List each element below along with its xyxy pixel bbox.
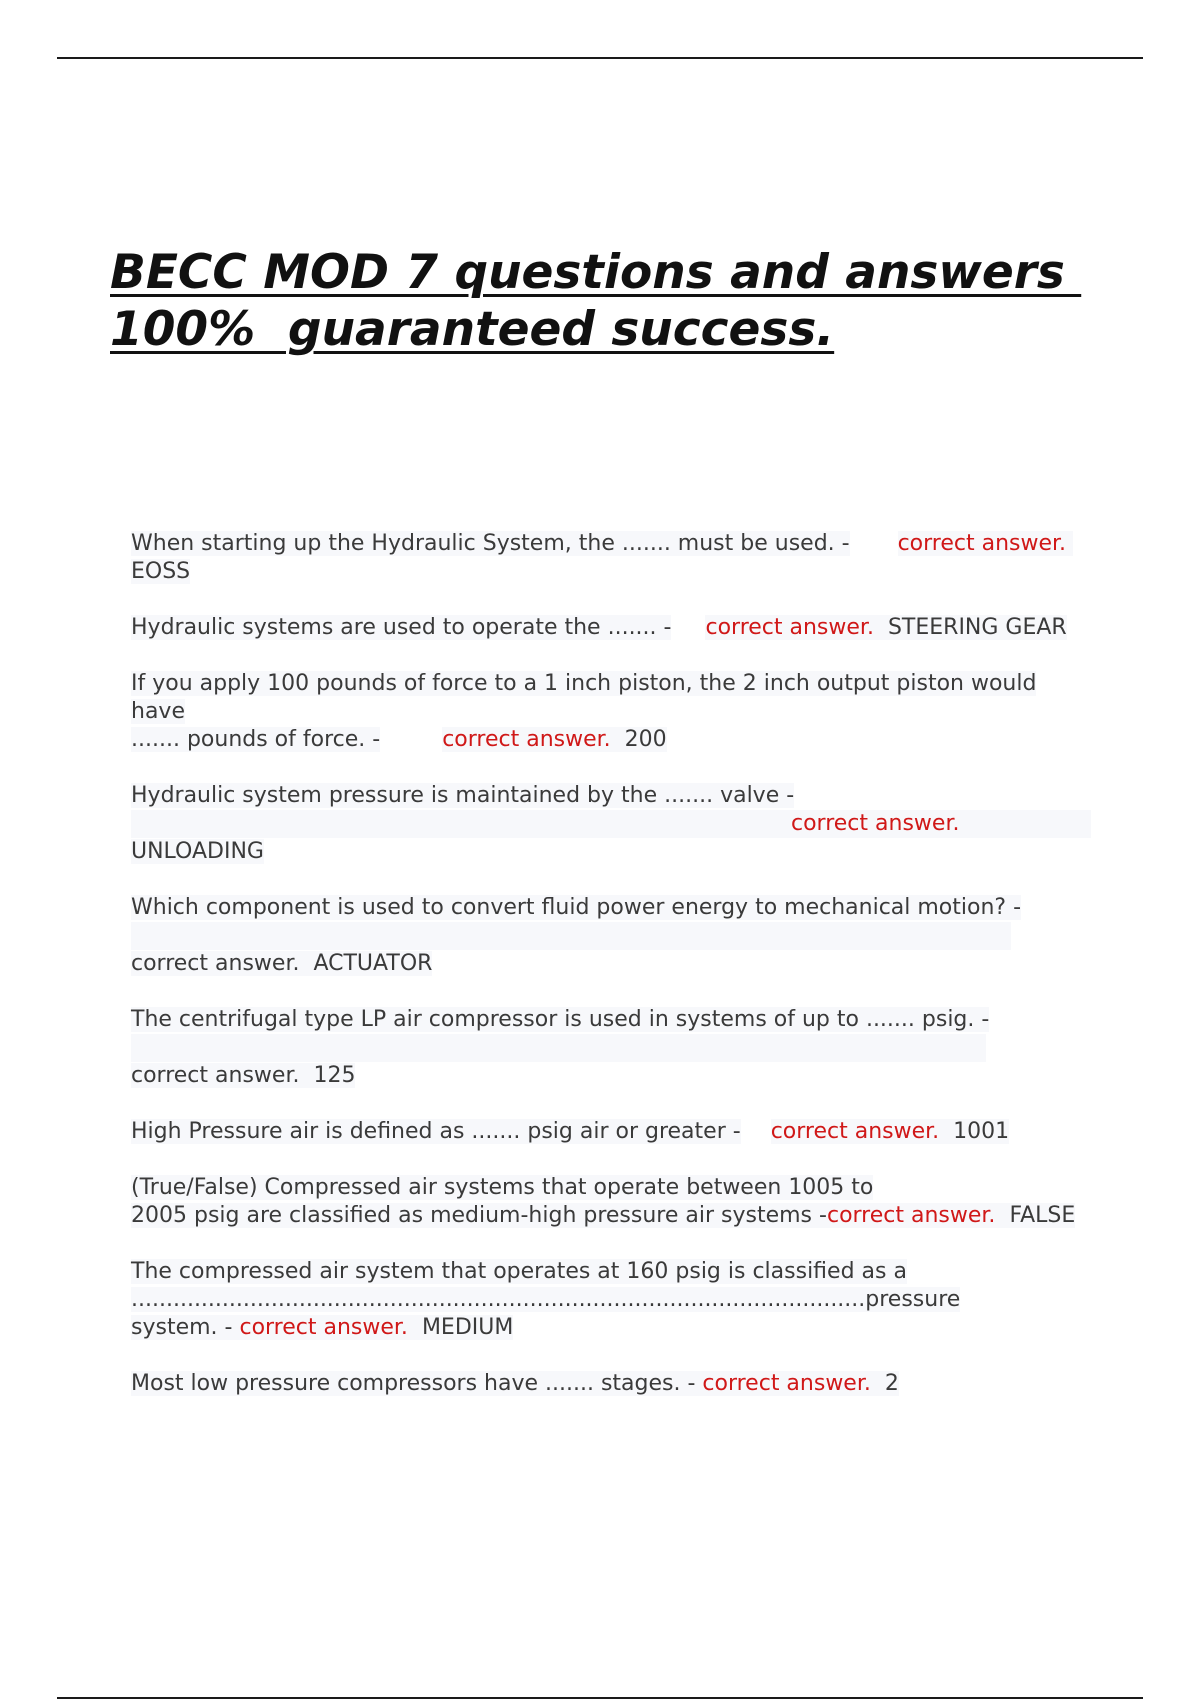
question-text-line-1: (True/False) Compressed air systems that operate between 1005 to [131,1175,874,1200]
correct-answer-label: correct answer. [442,727,611,752]
answer-text: EOSS [131,559,191,584]
question-text: Which component is used to convert fluid power energy to mechanical motion? - [131,895,1022,920]
question-text: High Pressure air is defined as ....... psig air or greater - [131,1119,741,1144]
qa-item-5 [131,894,1091,978]
qa-item-3 [131,670,1091,754]
question-text-line-2: ....... pounds of force. - [131,727,381,752]
question-text: When starting up the Hydraulic System, the ....... must be used. - [131,531,850,556]
title-line-2: 100% guaranteed success. [110,302,835,357]
question-text-line-3: system. - [131,1315,233,1340]
bottom-rule [57,1697,1143,1699]
qa-item-7 [131,1118,1091,1146]
qa-item-6 [131,1006,1091,1090]
answer-text: 125 [313,1063,356,1088]
answer-text: UNLOADING [131,839,264,864]
answer-text: 200 [624,727,667,752]
answer-text: MEDIUM [421,1315,514,1340]
blank-line [131,922,1011,950]
correct-answer-label: correct answer. [705,615,874,640]
qa-item-4 [131,782,1091,866]
answer-text: 2 [884,1371,899,1396]
correct-answer-label: correct answer. [826,1203,996,1228]
question-text: The centrifugal type LP air compressor is used in systems of up to ....... psig. - [131,1007,990,1032]
qa-item-8 [131,1174,1091,1230]
question-text-line-1: If you apply 100 pounds of force to a 1 inch piston, the 2 inch output piston would have [131,671,1037,724]
correct-answer-label: correct answer. [131,1063,300,1088]
correct-answer-label: correct answer. [791,811,960,836]
answer-text: FALSE [1009,1203,1076,1228]
answer-text: ACTUATOR [313,951,433,976]
qa-item-2 [131,614,1091,642]
question-text: Hydraulic systems are used to operate the ....... - [131,615,672,640]
qa-list [131,530,1091,1426]
question-text-line-1: The compressed air system that operates at 160 psig is classified as a [131,1259,907,1284]
correct-answer-label: correct answer. [897,531,1067,556]
qa-item-9 [131,1258,1091,1342]
question-text-line-2: .........................................................................................................pressure [131,1287,961,1312]
correct-answer-label: correct answer. [239,1315,408,1340]
correct-answer-label: correct answer. [702,1371,871,1396]
answer-text: STEERING GEAR [887,615,1067,640]
correct-answer-label: correct answer. [131,951,300,976]
question-text-line-2: 2005 psig are classified as medium-high pressure air systems - [131,1203,827,1228]
document-title [110,244,1130,358]
question-text: Hydraulic system pressure is maintained by the ....... valve - [131,783,795,808]
question-text: Most low pressure compressors have ....... stages. - [131,1371,696,1396]
title-line-1: BECC MOD 7 questions and answers [110,245,1082,300]
answer-text: 1001 [953,1119,1010,1144]
qa-item-10 [131,1370,1091,1398]
top-rule [57,57,1143,59]
correct-answer-label: correct answer. [770,1119,940,1144]
blank-line [131,1034,986,1062]
qa-item-1 [131,530,1091,586]
